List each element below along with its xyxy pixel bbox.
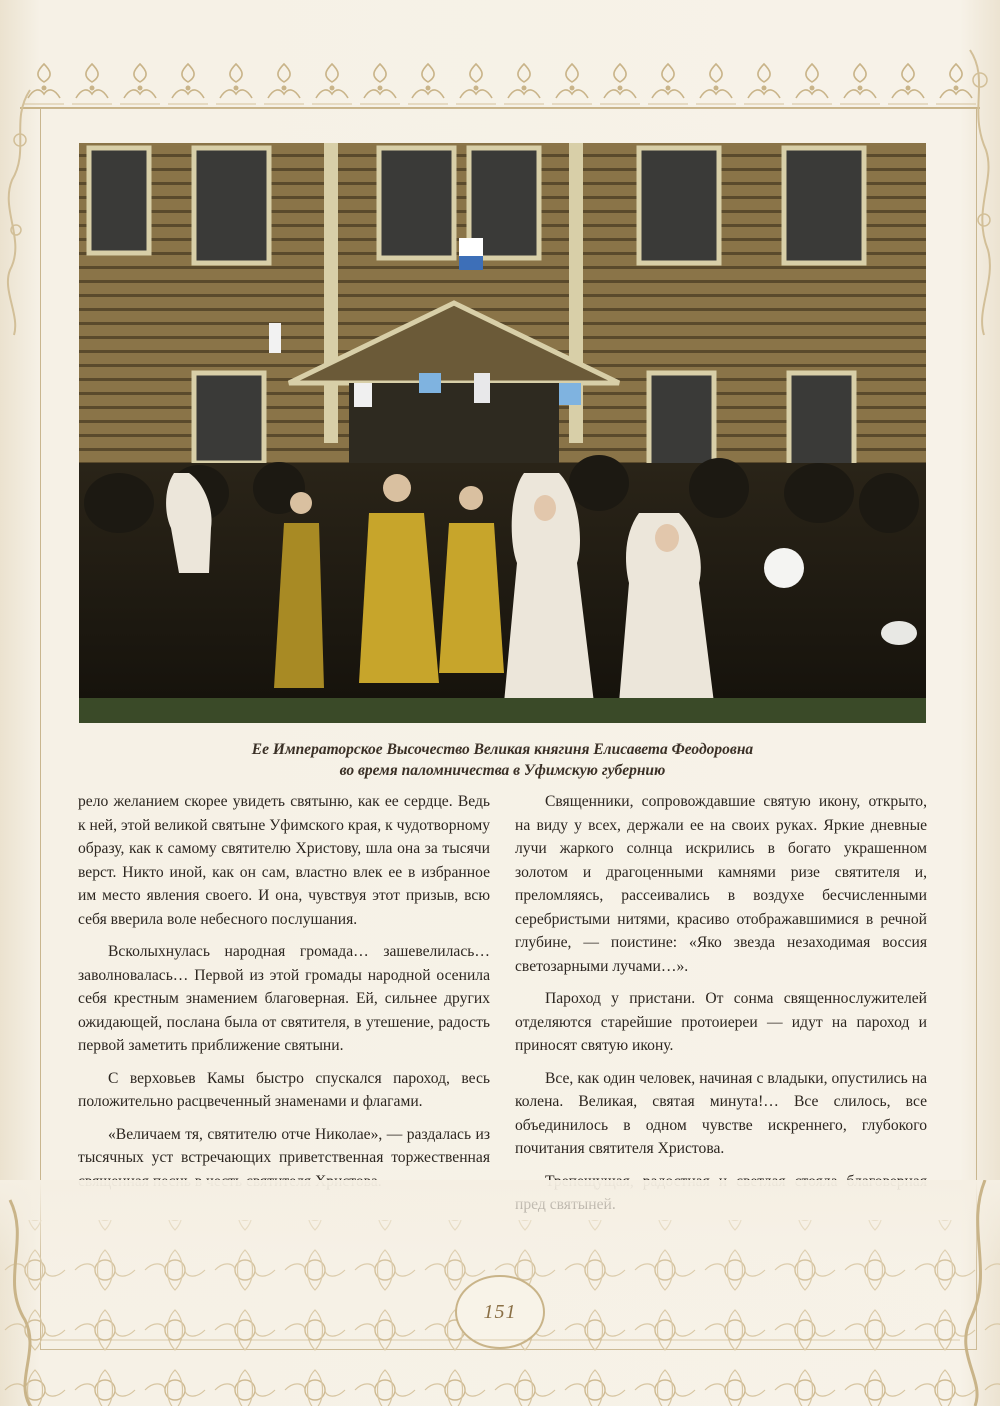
paragraph: «Величаем тя, святителю отче Николае», — раздалась из тысячных уст встречающих приветственная торжественная <box>78 1125 490 1166</box>
paragraph: Пароход у пристани. От сонма священнослужителей отделяются старейшие протоиереи — идут на пароход и приносят святую икону. <box>515 990 927 1054</box>
photo-caption <box>79 739 926 781</box>
page-number-medallion <box>462 1282 538 1342</box>
page-number: 151 <box>483 1300 517 1323</box>
historical-photo <box>79 143 926 723</box>
left-text-column <box>78 790 490 1202</box>
right-text-column <box>515 790 927 1226</box>
top-ornament-band <box>20 58 980 110</box>
paragraph: рело желанием скорее увидеть святыню, как ее сердце. Ведь к ней, этой великой святыне Уфимского края, к чудотворному образу, как к самому святителю Христову, шла она за тысячи верст. Никто иной, как он сам, властно влек ее в избранное им место явления своего. И она, чувствуя этот призыв, всю себя вверила воле небесного послушания. <box>78 793 490 928</box>
paragraph: Священники, сопровождавшие святую икону, открыто, на виду у всех, держали ее на своих руках. Яркие дневные лучи жаркого солнца искрились в богато украшенном золотом и драгоценными камнями ризе святителя и, преломляясь, рассеивались в воздухе бесчисленными серебристыми нитями, красиво отображавшимися в речной глубине, — поистине: «Яко звезда незаходимая воссия светозарными лучами…». <box>515 793 927 975</box>
caption-line-1: Ее Императорское Высочество Великая княгиня Елисавета Феодоровна <box>251 741 754 758</box>
left-ornament <box>0 80 40 340</box>
caption-line-2: во время паломничества в Уфимскую губернию <box>339 762 666 779</box>
paragraph: С верховьев Камы быстро спускался пароход, весь положительно расцвеченный знаменами и флагами. <box>78 1069 490 1110</box>
paragraph: Всколыхнулась народная громада… зашевелилась… заволновалась… Первой из этой громады народной осенила себя крестным знамением благоверная. Ей, сильнее других ожидающей, послана была от святителя, в утешение, радость первой заметить приближение святыни. <box>78 943 490 1054</box>
paragraph: Все, как один человек, начиная с владыки, опустились на колена. Великая, святая минута!… Все слилось, все объединилось в одном чувстве искреннего, глубокого почитания святителя Христова. <box>515 1069 927 1157</box>
